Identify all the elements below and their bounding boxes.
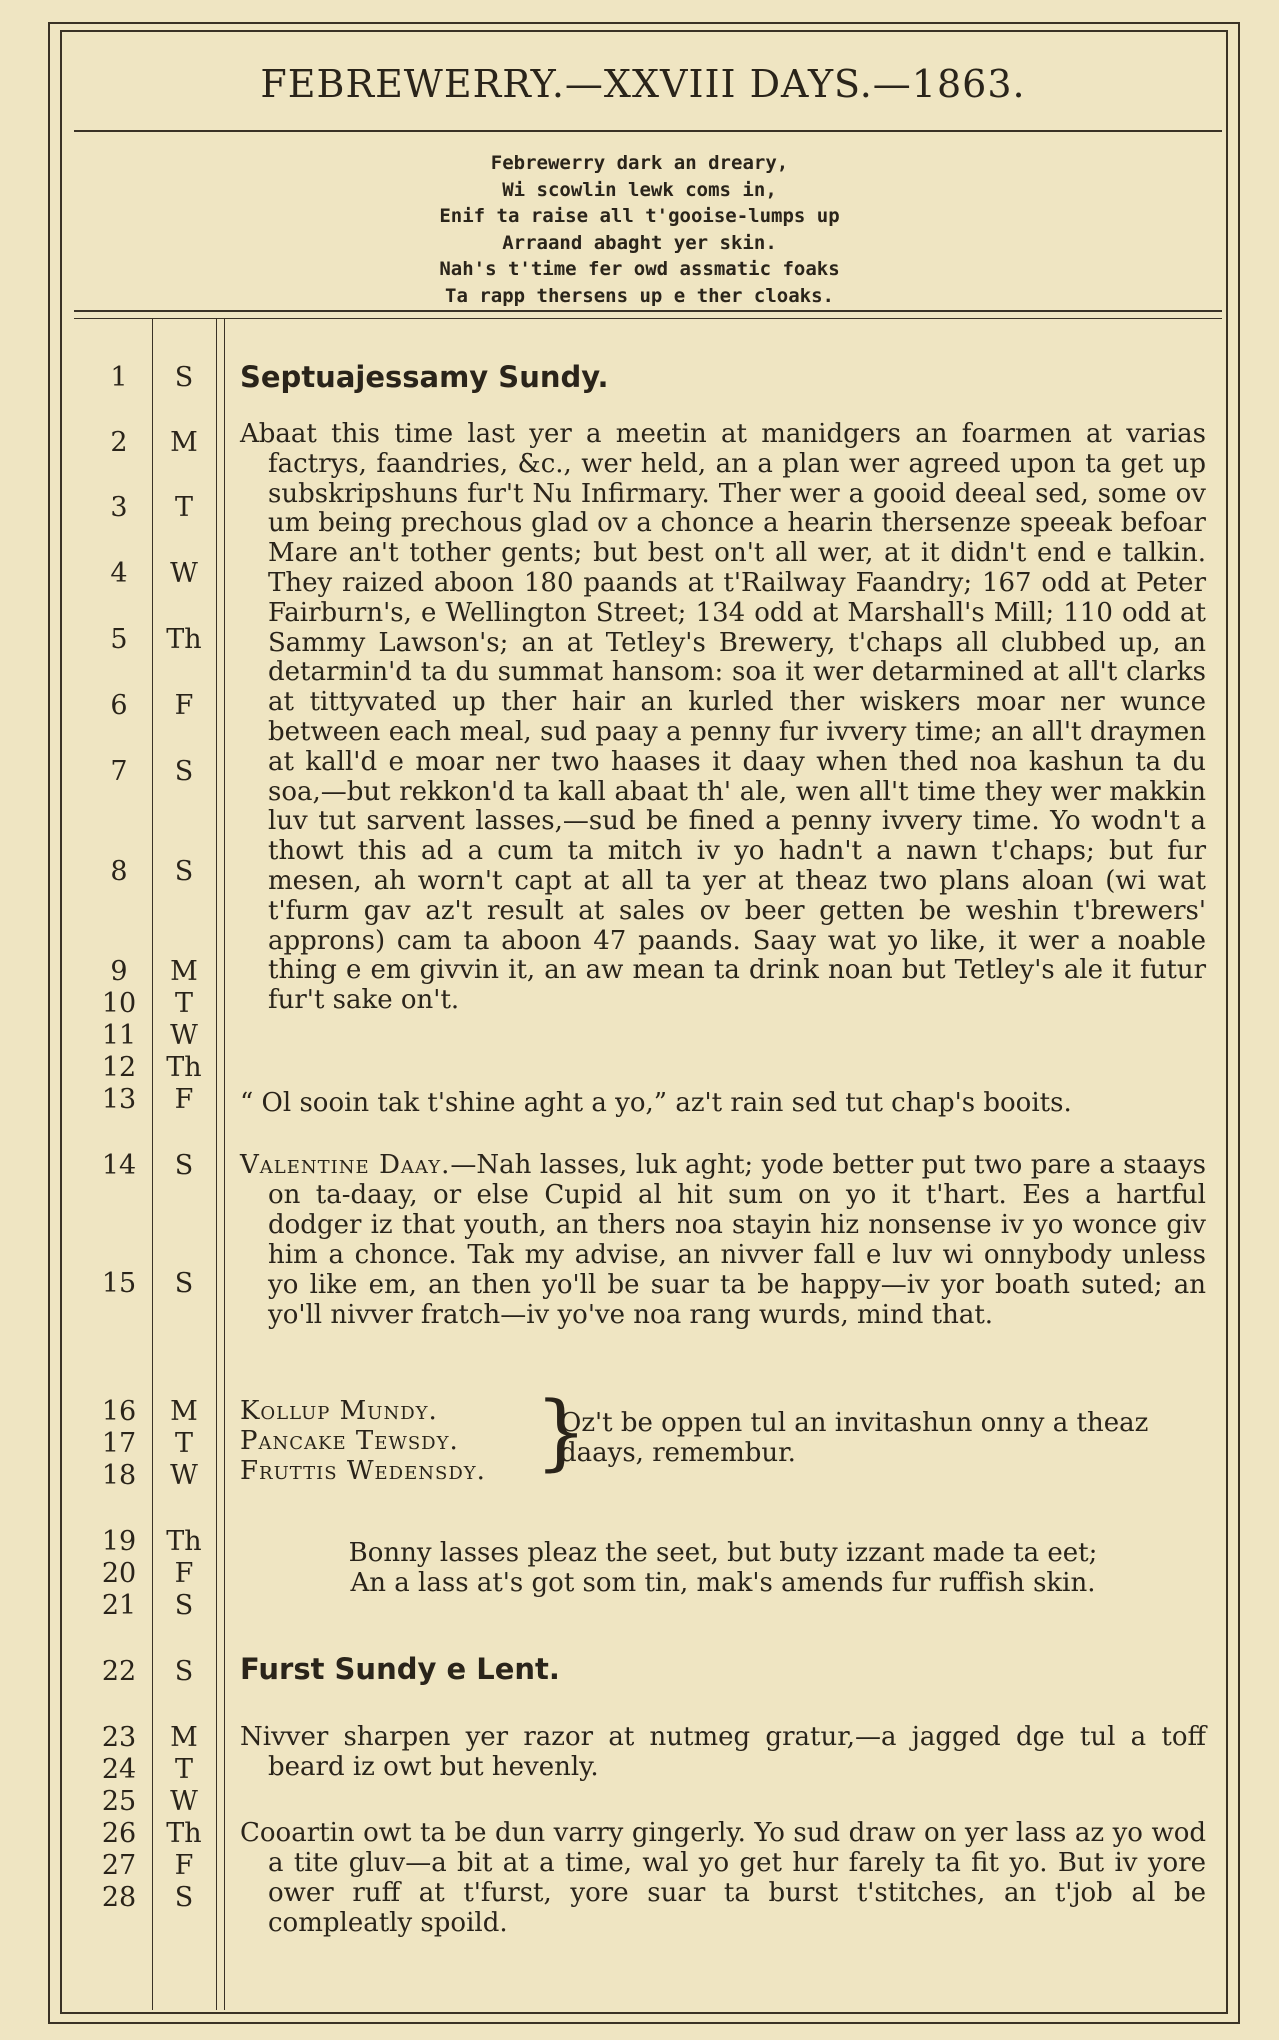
day-name: T	[174, 1754, 193, 1785]
poem-line: Febrewerry dark an dreary,	[490, 152, 789, 174]
shrove-days	[240, 1396, 486, 1486]
column-divider	[224, 318, 225, 2010]
day-name: W	[170, 1460, 198, 1491]
day-number: 11	[101, 1020, 137, 1051]
table-top-rule-thin	[74, 318, 1222, 319]
poem-line: Wi scowlin lewk coms in,	[502, 178, 777, 201]
day-name: M	[170, 1722, 198, 1753]
lent-heading: Furst Sundy e Lent.	[240, 1652, 560, 1686]
day-number: 27	[101, 1850, 137, 1881]
day-number: 20	[101, 1558, 137, 1589]
day-number: 18	[101, 1460, 137, 1491]
day-name: W	[170, 1786, 198, 1817]
day-name: S	[174, 856, 194, 887]
day-name: Th	[166, 624, 202, 655]
day-number: 22	[101, 1656, 137, 1687]
table-top-rule	[74, 310, 1222, 312]
infirmary-entry	[240, 420, 1206, 1016]
day-name: S	[174, 1656, 194, 1687]
day-name: T	[174, 492, 193, 523]
valentine-entry	[240, 1150, 1206, 1330]
day-name: F	[174, 1558, 194, 1589]
day-number: 10	[101, 988, 137, 1019]
day-number: 23	[101, 1722, 137, 1753]
day-number: 7	[110, 756, 128, 787]
courting-entry	[240, 1818, 1206, 1938]
shrove-monday: Kollup Mundy.	[240, 1396, 438, 1426]
bonny-line: Bonny lasses pleaz the seet, but buty izzant made ta eet;	[348, 1538, 1098, 1568]
day-name: M	[170, 956, 198, 987]
day-name: T	[174, 1428, 193, 1459]
day-number: 24	[101, 1754, 137, 1785]
day-name: S	[174, 1590, 194, 1621]
razor-entry	[240, 1722, 1206, 1782]
courting-text: Cooartin owt ta be dun varry gingerly. Yo sud draw on yer lass az yo wod a tite gluv—a bit at a time, wal yo get hur farely ta fit yo. But iv yore ower ruff at t'furst, yore suar ta burst t'stitches, an t'job al be compleatly spoild.	[240, 1818, 1206, 1938]
septuagesima-heading: Septuajessamy Sundy.	[240, 360, 609, 394]
column-divider	[216, 318, 217, 2010]
valentine-heading: Valentine Daay.	[240, 1150, 451, 1180]
bonny-line: An a lass at's got som tin, mak's amends fur ruffish skin.	[350, 1568, 1096, 1598]
poem-line: Nah's t'time fer owd assmatic foaks	[439, 258, 840, 281]
rain-quote: “ Ol sooin tak t'shine aght a yo,” az't rain sed tut chap's booits.	[240, 1088, 1072, 1118]
title-rule	[74, 130, 1222, 132]
day-name: S	[174, 756, 194, 787]
day-name: Th	[166, 1526, 202, 1557]
razor-text: Nivver sharpen yer razor at nutmeg gratur,—a jagged dge tul a toff beard iz owt but hevenly.	[240, 1722, 1206, 1782]
day-number: 21	[101, 1590, 137, 1621]
day-name: W	[170, 558, 198, 589]
day-number: 17	[101, 1428, 137, 1459]
day-number: 8	[110, 856, 128, 887]
day-number: 28	[101, 1882, 137, 1913]
day-name: S	[174, 362, 194, 393]
day-number: 25	[101, 1786, 137, 1817]
day-number: 14	[101, 1150, 137, 1181]
day-name: F	[174, 1850, 194, 1881]
day-number: 9	[110, 956, 128, 987]
poem-line: Arraand abaght yer skin.	[502, 231, 777, 254]
day-name: S	[174, 1268, 194, 1299]
day-number: 13	[101, 1084, 137, 1115]
shrove-tuesday: Pancake Tewsdy.	[240, 1426, 459, 1456]
day-number: 3	[110, 492, 128, 523]
ash-wednesday: Fruttis Wedensdy.	[240, 1456, 486, 1486]
day-name: W	[170, 1020, 198, 1051]
day-name: Th	[166, 1818, 202, 1849]
day-number: 16	[101, 1396, 137, 1427]
poem-line: Enif ta raise all t'gooise-lumps up	[439, 205, 840, 228]
day-name: M	[170, 427, 198, 458]
valentine-text: —Nah lasses, luk aght; yode better put two pare a staays on ta-daay, or else Cupid al hit sum on yo it t'hart. Ees a hartful dodger iz that youth, an thers noa stayin hiz nonsense iv yo wonce giv him a chonce. Tak my advise, an nivver fall e luv wi onnybody unless yo like em, an then yo'll be suar ta be happy—iv yor boath suted; an yo'll nivver fratch—iv yo've noa rang wurds, mind that.	[268, 1150, 1206, 1330]
day-name: F	[174, 1084, 194, 1115]
poem-line: Ta rapp thersens up e ther cloaks.	[445, 284, 834, 307]
day-number: 2	[110, 427, 128, 458]
poem	[0, 150, 1279, 310]
inner-border	[60, 30, 1228, 2014]
day-name: Th	[166, 1052, 202, 1083]
day-name: S	[174, 1150, 194, 1181]
infirmary-text: Abaat this time last yer a meetin at manidgers an foarmen at varias factrys, faandries, &c., wer held, an a plan wer agreed upon ta get up subskripshuns fur't Nu Infirmary. Ther wer a gooid deeal sed, some ov um being prechous glad ov a chonce a hearin thersenze speeak befoar Mare an't tother gents; but best on't all wer, at it didn't end e talkin. They raized aboon 180 paands at t'Railway Faandry; 167 odd at Peter Fairburn's, e Wellington Street; 134 odd at Marshall's Mill; 110 odd at Sammy Lawson's; an at Tetley's Brewery, t'chaps all clubbed up, an detarmin'd ta du summat hansom: soa it wer detarmined at all't clarks at tittyvated up ther hair an kurled ther wiskers moar ner wunce between each meal, sud paay a penny fur ivvery time; an all't draymen at kall'd e moar ner two haases it daay when thed noa kashun ta du soa,—but rekkon'd ta kall abaat th' ale, wen all't time they wer makkin luv tut sarvent lasses,—sud be fined a penny ivvery time. Yo wodn't a thowt this ad a cum ta mitch iv yo hadn't a nawn t'chaps; but fur mesen, ah worn't capt at all ta yer at theaz two plans aloan (wi wat t'furm gav az't result at sales ov beer getten be weshin t'brewers' approns) cam ta aboon 47 paands. Saay wat yo like, it wer a noable thing e em givvin it, an aw mean ta drink noan but Tetley's ale it futur fur't sake on't.	[240, 419, 1206, 1016]
day-number: 19	[101, 1526, 137, 1557]
day-number: 1	[110, 362, 128, 393]
day-number: 15	[101, 1268, 137, 1299]
bonny-couplet	[240, 1538, 1206, 1598]
curly-brace: }	[535, 1385, 588, 1480]
day-number: 6	[110, 690, 128, 721]
day-name: T	[174, 988, 193, 1019]
day-name: M	[170, 1396, 198, 1427]
page-title: FEBREWERRY.—XXVIII DAYS.—1863.	[260, 62, 1026, 106]
day-number: 12	[101, 1052, 137, 1083]
day-name: F	[174, 690, 194, 721]
shrove-note: Oz't be oppen tul an invitashun onny a theaz daays, remembur.	[560, 1408, 1149, 1468]
day-name: S	[174, 1882, 194, 1913]
day-number: 5	[110, 624, 128, 655]
day-number: 26	[101, 1818, 137, 1849]
day-number: 4	[110, 558, 128, 589]
